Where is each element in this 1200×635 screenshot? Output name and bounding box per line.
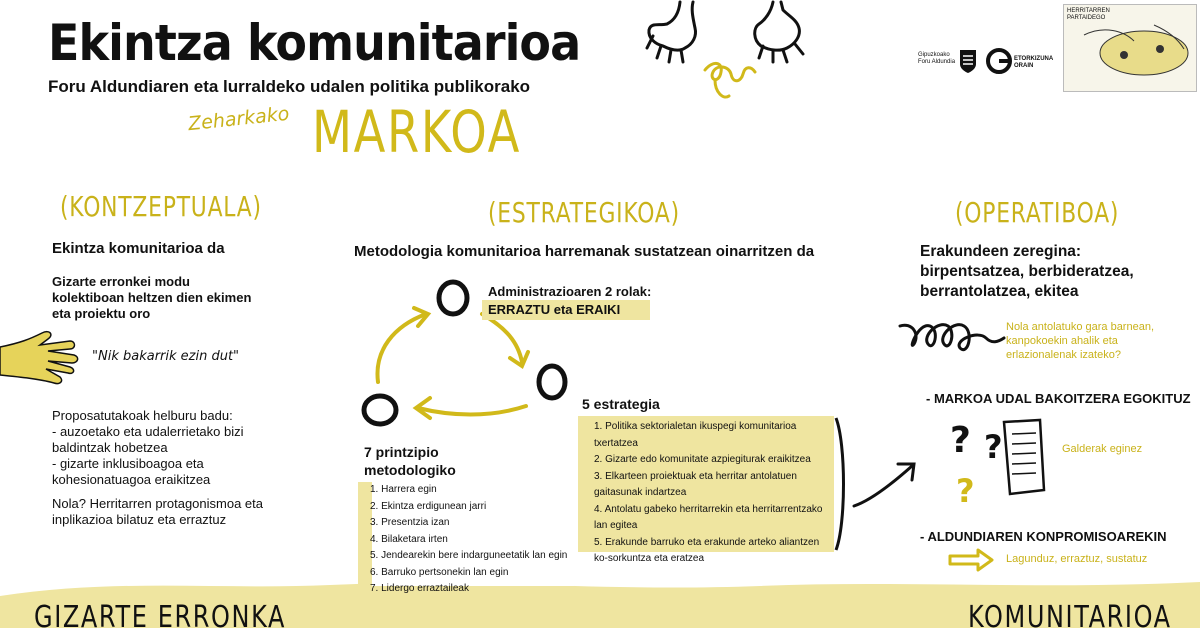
svg-text:?: ? xyxy=(950,420,971,461)
principle-item: 4. Bilaketara irten xyxy=(370,533,448,545)
col1-definition: Gizarte erronkei modu kolektiboan heltzen dien ekimen eta proiektu oro xyxy=(52,274,252,321)
principles-title-text: 7 printzipio metodologiko xyxy=(364,444,456,478)
principle-item: 6. Barruko pertsonekin lan egin xyxy=(370,566,509,578)
strategy-item: 5. Erakunde barruko eta erakunde arteko aliantzen ko-sorkuntza eta eratzea xyxy=(594,536,820,564)
markoa-label: MARKOA xyxy=(312,98,521,166)
hands-drawing-icon xyxy=(645,0,815,115)
gipuzkoa-logo-line2: Foru Aldundia xyxy=(918,59,956,65)
commit-text: - ALDUNDIAREN KONPROMISOAREKIN xyxy=(920,529,1167,544)
questions-doc-icon xyxy=(944,414,1054,510)
principles-list xyxy=(358,482,574,598)
col3-title-line1: Erakundeen zeregina: xyxy=(920,243,1082,260)
etorkizuna-line2: ORAIN xyxy=(1014,63,1034,69)
roles-value: ERRAZTU eta ERAIKI xyxy=(482,300,650,320)
etorkizuna-line1: ETORKIZUNA xyxy=(1014,56,1054,62)
hand-yellow-icon xyxy=(0,325,80,387)
strategy-item: 2. Gizarte edo komunitate azpiegiturak eraikitzea xyxy=(594,454,811,465)
svg-text:?: ? xyxy=(956,472,975,510)
principle-item: 1. Harrera egin xyxy=(370,484,437,495)
col3-title-line3: berrantolatzea, ekitea xyxy=(920,283,1079,300)
operatiboa-heading: (OPERATIBOA) xyxy=(955,196,1120,229)
operational-question: Nola antolatuko gara barnean, kanpokoekin ahalik eta erlazionalenak izateko? xyxy=(1006,321,1154,361)
bottom-right-word: KOMUNITARIOA xyxy=(968,600,1172,635)
strategy-item: 3. Elkarteen proiektuak eta herritar antolatuen gaitasunak indartzea xyxy=(594,470,797,498)
principle-item: 5. Jendearekin bere indarguneetatik lan egin xyxy=(370,550,568,561)
strategy-item: 1. Politika sektorialetan ikuspegi komunitarioa txertatzea xyxy=(594,421,797,449)
principle-item: 7. Lidergo erraztaileak xyxy=(370,583,469,594)
purpose-item-1: - auzoetako eta udalerrietako bizi baldintzak hobetzea xyxy=(52,424,244,455)
strategies-title: 5 estrategia xyxy=(582,396,660,412)
bottom-left-word: GIZARTE ERRONKA xyxy=(34,600,287,635)
col3-title-line2: birpentsatzea, berbideratzea, xyxy=(920,263,1134,280)
page-subtitle: Foru Aldundiaren eta lurraldeko udalen politika publikorako xyxy=(48,77,531,96)
etorkizuna-logo-icon xyxy=(986,48,1012,74)
thumbnail-caption: HERRITARREN PARTAIDEGO xyxy=(1067,8,1110,21)
quote-text: "Nik bakarrik ezin dut" xyxy=(92,349,240,364)
col3-title xyxy=(920,242,1134,302)
purpose-intro: Proposatutakoak helburu badu: xyxy=(52,408,233,423)
strategy-item: 4. Antolatu gabeko herritarrekin eta herritarrentzako lan egitea xyxy=(594,503,823,531)
zeharkako-label: Zeharkako xyxy=(187,102,291,136)
principle-item: 3. Presentzia izan xyxy=(370,517,450,528)
page-title: Ekintza komunitarioa xyxy=(48,14,581,72)
etorkizuna-logo xyxy=(1014,56,1053,70)
strategies-box xyxy=(578,416,834,564)
principles-box xyxy=(358,482,574,594)
gipuzkoa-logo-line1: Gipuzkoako xyxy=(918,52,950,58)
col2-title: Metodologia komunitarioa harremanak sustatzean oinarritzen da xyxy=(354,243,815,260)
questions-label: Galderak eginez xyxy=(1062,443,1143,455)
estrategikoa-heading: (ESTRATEGIKOA) xyxy=(488,196,680,229)
roles-title: Administrazioaren 2 rolak: xyxy=(488,284,652,299)
squiggle-icon xyxy=(898,312,1008,362)
brace-arrow-icon xyxy=(832,414,932,554)
gipuzkoa-shield-icon xyxy=(958,48,978,74)
col1-title: Ekintza komunitarioa da xyxy=(52,240,225,257)
kontzeptuala-heading: (KONTZEPTUALA) xyxy=(60,190,262,223)
thumbnail-image xyxy=(1063,4,1197,92)
svg-text:?: ? xyxy=(984,428,1003,466)
how-text: Nola? Herritarren protagonismoa eta inplikazioa bilatuz eta erraztuz xyxy=(52,496,263,527)
arrow-right-icon xyxy=(948,548,996,572)
principle-item: 2. Ekintza erdigunean jarri xyxy=(370,500,487,512)
purpose-item-2: - gizarte inklusiboagoa eta kohesionatuagoa eraikitzea xyxy=(52,456,211,487)
commit-label: Lagunduz, erraztuz, sustatuz xyxy=(1006,553,1148,565)
strategies-list xyxy=(594,419,834,568)
adapt-text: - MARKOA UDAL BAKOITZERA EGOKITUZ xyxy=(926,391,1191,406)
principles-title xyxy=(364,443,504,479)
